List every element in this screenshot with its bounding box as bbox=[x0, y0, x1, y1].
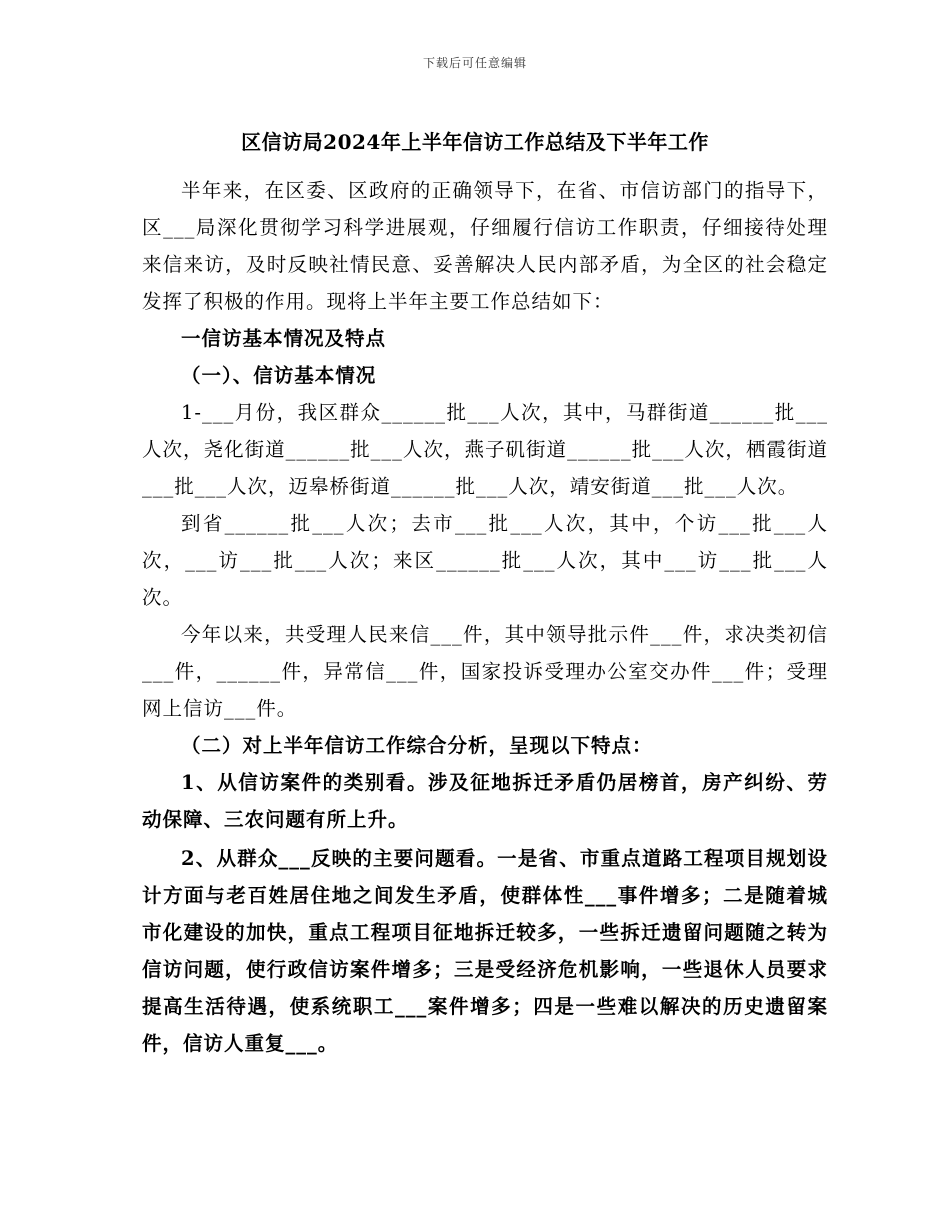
feature-paragraph-2: 2、从群众___反映的主要问题看。一是省、市重点道路工程项目规划设计方面与老百姓居住地之间发生矛盾，使群体性___事件增多；二是随着城市化建设的加快，重点工程项目征地拆迁较多，一些拆迁遗留问题随之转为信访问题，使行政信访案件增多；三是受经济危机影响，一些退休人员要求提高生活待遇，使系统职工___案件增多；四是一些难以解决的历史遗留案件，信访人重复___。 bbox=[142, 847, 828, 1055]
paragraph-visits-count: 1-___月份，我区群众______批___人次，其中，马群街道______批___人次，尧化街道______批___人次，燕子矶街道______批___人次，栖霞街道___批___人次，迈皋桥街道______批___人次，靖安街道___批___人次。 bbox=[142, 401, 828, 498]
paragraph-letters: 今年以来，共受理人民来信___件，其中领导批示件___件，求决类初信___件，______件，异常信___件，国家投诉受理办公室交办件___件；受理网上信访___件。 bbox=[142, 623, 828, 720]
document-body bbox=[142, 172, 828, 1062]
section-heading-1: 一信访基本情况及特点 bbox=[181, 327, 387, 350]
feature-paragraph-1: 1、从信访案件的类别看。涉及征地拆迁矛盾仍居榜首，房产纠纷、劳动保障、三农问题有所上升。 bbox=[142, 771, 828, 831]
paragraph-province-city: 到省______批___人次；去市___批___人次，其中，个访___批___人次，___访___批___人次；来区______批___人次，其中___访___批___人次。 bbox=[142, 512, 828, 609]
subsection-heading-1: （一）、信访基本情况 bbox=[181, 364, 377, 387]
subsection-heading-2: （二）对上半年信访工作综合分析，呈现以下特点： bbox=[181, 734, 653, 757]
document-title: 区信访局2024年上半年信访工作总结及下半年工作 bbox=[241, 130, 709, 154]
intro-paragraph: 半年来，在区委、区政府的正确领导下，在省、市信访部门的指导下，区___局深化贯彻学习科学进展观，仔细履行信访工作职责，仔细接待处理来信来访，及时反映社情民意、妥善解决人民内部矛盾，为全区的社会稳定发挥了积极的作用。现将上半年主要工作总结如下： bbox=[142, 179, 828, 313]
header-note: 下载后可任意编辑 bbox=[422, 56, 527, 70]
